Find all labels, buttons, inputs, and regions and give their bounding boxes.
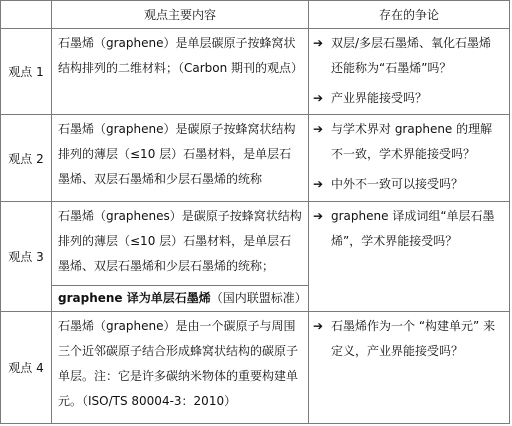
row-disputes-4 <box>308 311 510 424</box>
dispute-text: 与学术界对 graphene 的理解不一致，学术界能接受吗？ <box>331 122 493 161</box>
dispute-item <box>313 117 503 167</box>
row-disputes-1 <box>308 28 510 115</box>
row-disputes-2 <box>308 114 510 202</box>
row-content-3-text: 石墨烯（graphenes）是碳原子按蜂窝状结构排列的薄层（≤10 层）石墨材料，是单层石墨烯、双层石墨烯和少层石墨烯的统称； <box>58 209 302 273</box>
row-label-2: 观点 2 <box>0 114 52 202</box>
row-label-1: 观点 1 <box>0 28 52 115</box>
header-content: 观点主要内容 <box>51 0 309 29</box>
note-rest: （国内联盟标准） <box>210 291 307 305</box>
dispute-item <box>313 31 503 81</box>
row-content-2-text: 石墨烯（graphene）是碳原子按蜂窝状结构排列的薄层（≤10 层）石墨材料，是单层石墨烯、双层石墨烯和少层石墨烯的统称 <box>58 122 296 186</box>
note-bold: graphene 译为单层石墨烯 <box>58 291 211 305</box>
dispute-item <box>313 204 503 254</box>
arrow-right-icon: ➔ <box>313 209 324 223</box>
arrow-right-icon: ➔ <box>313 177 324 191</box>
row-content-4 <box>51 311 309 424</box>
arrow-right-icon: ➔ <box>313 36 324 50</box>
header-corner <box>0 0 52 29</box>
arrow-right-icon: ➔ <box>313 319 324 333</box>
dispute-text: 中外不一致可以接受吗？ <box>331 177 464 191</box>
row-content-1-text: 石墨烯（graphene）是单层碳原子按蜂窝状结构排列的二维材料；（Carbon 期刊的观点） <box>58 36 304 75</box>
arrow-right-icon: ➔ <box>313 91 324 105</box>
row-content-3 <box>51 201 309 312</box>
row-content-3-note <box>52 285 308 311</box>
dispute-item <box>313 86 503 111</box>
arrow-right-icon: ➔ <box>313 122 324 136</box>
dispute-text: 石墨烯作为一个 “构建单元” 来定义，产业界能接受吗？ <box>331 319 496 358</box>
row-disputes-3 <box>308 201 510 312</box>
row-label-3: 观点 3 <box>0 201 52 312</box>
dispute-item <box>313 314 503 364</box>
header-disputes: 存在的争论 <box>308 0 510 29</box>
dispute-text: graphene 译成词组“单层石墨烯”，学术界能接受吗？ <box>331 209 495 248</box>
row-content-1 <box>51 28 309 115</box>
row-content-4-text: 石墨烯（graphene）是由一个碳原子与周围三个近邻碳原子结合形成蜂窝状结构的碳原子单层。注：它是许多碳纳米物体的重要构建单元。（ISO/TS 80004-3：2010） <box>58 319 299 408</box>
dispute-text: 双层/多层石墨烯、氧化石墨烯还能称为“石墨烯”吗？ <box>331 36 492 75</box>
row-content-2 <box>51 114 309 202</box>
dispute-text: 产业界能接受吗？ <box>331 91 428 105</box>
row-label-4: 观点 4 <box>0 311 52 424</box>
dispute-item <box>313 172 503 197</box>
